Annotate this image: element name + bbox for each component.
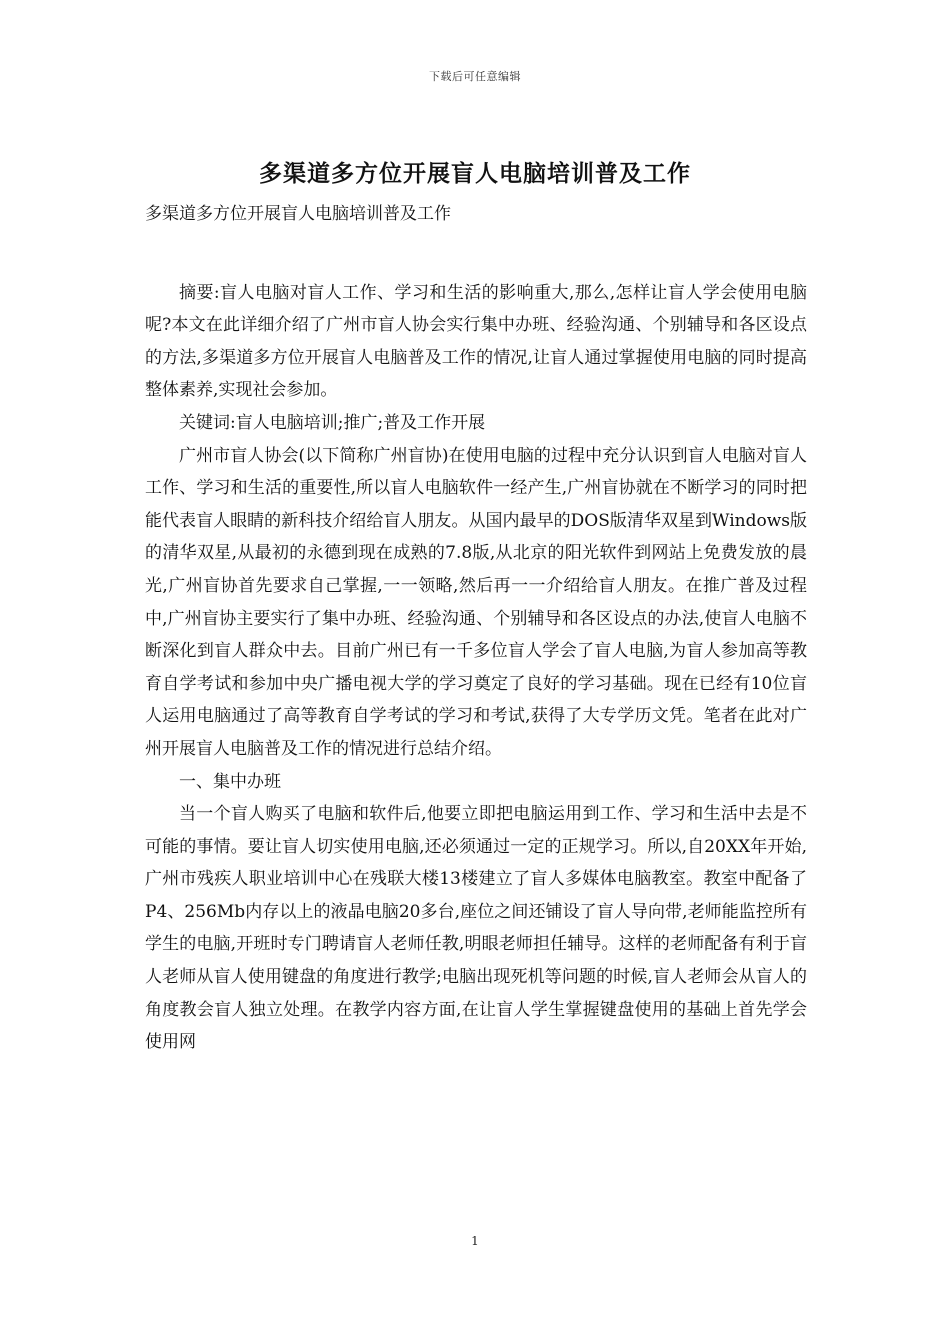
document-subtitle: 多渠道多方位开展盲人电脑培训普及工作	[145, 204, 451, 224]
keywords-paragraph: 关键词:盲人电脑培训;推广;普及工作开展	[179, 412, 486, 433]
body-paragraph: 当一个盲人购买了电脑和软件后,他要立即把电脑运用到工作、学习和生活中去是不可能的事情。要让盲人切实使用电脑,还必须通过一定的正规学习。所以,自20XX年开始,广州市残疾人职业培训中心在残联大楼13楼建立了盲人多媒体电脑教室。教室中配备了P4、256Mb内存以上的液晶电脑20多台,座位之间还铺设了盲人导向带,老师能监控所有学生的电脑,开班时专门聘请盲人老师任教,明眼老师担任辅导。这样的老师配备有利于盲人老师从盲人使用键盘的角度进行教学;电脑出现死机等问题的时候,盲人老师会从盲人的角度教会盲人独立处理。在教学内容方面,在让盲人学生掌握键盘使用的基础上首先学会使用网	[145, 804, 807, 1053]
abstract-paragraph: 摘要:盲人电脑对盲人工作、学习和生活的影响重大,那么,怎样让盲人学会使用电脑呢?本文在此详细介绍了广州市盲人协会实行集中办班、经验沟通、个别辅导和各区设点的方法,多渠道多方位开展盲人电脑普及工作的情况,让盲人通过掌握使用电脑的同时提高整体素养,实现社会参加。	[145, 282, 807, 401]
section-heading: 一、集中办班	[179, 771, 281, 792]
header-note: 下载后可任意编辑	[429, 70, 521, 83]
document-body	[145, 198, 807, 1059]
document-title: 多渠道多方位开展盲人电脑培训普及工作	[259, 160, 691, 187]
body-paragraph: 广州市盲人协会(以下简称广州盲协)在使用电脑的过程中充分认识到盲人电脑对盲人工作、学习和生活的重要性,所以盲人电脑软件一经产生,广州盲协就在不断学习的同时把能代表盲人眼睛的新科技介绍给盲人朋友。从国内最早的DOS版清华双星到Windows版的清华双星,从最初的永德到现在成熟的7.8版,从北京的阳光软件到网站上免费发放的晨光,广州盲协首先要求自己掌握,一一领略,然后再一一介绍给盲人朋友。在推广普及过程中,广州盲协主要实行了集中办班、经验沟通、个别辅导和各区设点的办法,使盲人电脑不断深化到盲人群众中去。目前广州已有一千多位盲人学会了盲人电脑,为盲人参加高等教育自学考试和参加中央广播电视大学的学习奠定了良好的学习基础。现在已经有10位盲人运用电脑通过了高等教育自学考试的学习和考试,获得了大专学历文凭。笔者在此对广州开展盲人电脑普及工作的情况进行总结介绍。	[145, 445, 807, 759]
page-number: 1	[471, 1234, 479, 1248]
